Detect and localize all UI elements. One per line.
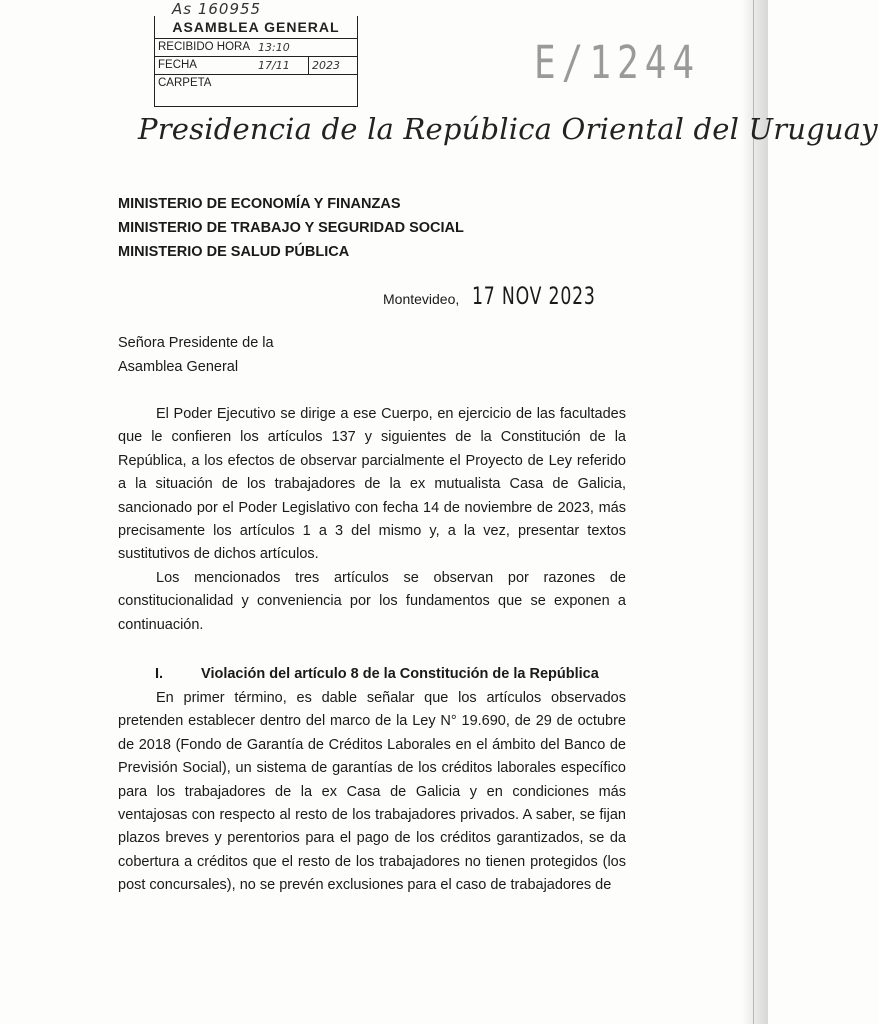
- stamp-value-hora: 13:10: [258, 41, 290, 54]
- section-title: Violación del artículo 8 de la Constitución de la República: [201, 666, 599, 682]
- stamp-row-carpeta: [155, 75, 357, 92]
- section-paragraph: En primer término, es dable señalar que los artículos observados pretenden establecer dentro del marco de la Ley N° 19.690, de 29 de octubre de 2018 (Fondo de Garantía de Créditos Laborales en el ámbito del Banco de Previsión Social), un sistema de garantías de los créditos laborales específico para los trabajadores de la ex Casa de Galicia y en condiciones más ventajosas con respecto al resto de los trabajadores privados. A saber, se fijan plazos breves y perentorios para el pago de los créditos garantizados, se da cobertura a créditos que el resto de los trabajadores no tienen protegidos (los post concursales), no se prevén exclusiones para el caso de trabajadores de: [118, 690, 626, 894]
- handwritten-reference: As 160955: [172, 0, 262, 18]
- letterhead: Presidencia de la República Oriental del Uruguay: [138, 112, 878, 146]
- body-paragraph: Los mencionados tres artículos se observan por razones de constitucionalidad y conveniencia por los fundamentos que se exponen a continuación.: [118, 569, 626, 633]
- stamp-value-year: 2023: [308, 57, 340, 74]
- stamp-row-hora: [155, 39, 357, 57]
- stamp-label-carpeta: CARPETA: [158, 77, 212, 89]
- stamp-title: ASAMBLEA GENERAL: [155, 16, 357, 39]
- date-line: [383, 282, 626, 310]
- registration-number: E/1244: [534, 38, 701, 90]
- body-text: [118, 403, 626, 637]
- ministries-block: [118, 192, 464, 264]
- stamp-row-fecha: [155, 57, 357, 75]
- stamp-label-hora: RECIBIDO HORA: [158, 41, 251, 53]
- section-body-text: [118, 687, 626, 898]
- ministry-line: MINISTERIO DE TRABAJO Y SEGURIDAD SOCIAL: [118, 220, 464, 236]
- recipient-line: Asamblea General: [118, 359, 239, 375]
- recipient-block: [118, 331, 274, 379]
- page-edge-shadow: [742, 0, 768, 1024]
- page-edge-line: [753, 0, 754, 1024]
- stamp-label-fecha: FECHA: [158, 59, 197, 71]
- date-place: Montevideo,: [383, 291, 460, 307]
- ministry-line: MINISTERIO DE ECONOMÍA Y FINANZAS: [118, 196, 401, 212]
- recipient-line: Señora Presidente de la: [118, 335, 274, 351]
- section-number: I.: [155, 666, 164, 682]
- reception-stamp: [154, 16, 358, 107]
- ministry-line: MINISTERIO DE SALUD PÚBLICA: [118, 244, 350, 260]
- date-stamp: 17 NOV 2023: [471, 282, 596, 310]
- body-paragraph: El Poder Ejecutivo se dirige a ese Cuerpo, en ejercicio de las facultades que le confieren los artículos 137 y siguientes de la Constitución de la República, a los efectos de observar parcialmente el Proyecto de Ley referido a la situación de los trabajadores de la ex mutualista Casa de Galicia, sancionado por el Poder Legislativo con fecha 14 de noviembre de 2023, más precisamente los artículos 1 a 3 del mismo y, a la vez, presentar textos sustitutivos de dichos artículos.: [118, 406, 626, 563]
- stamp-value-fecha: 17/11: [258, 59, 290, 72]
- section-heading: [155, 666, 599, 682]
